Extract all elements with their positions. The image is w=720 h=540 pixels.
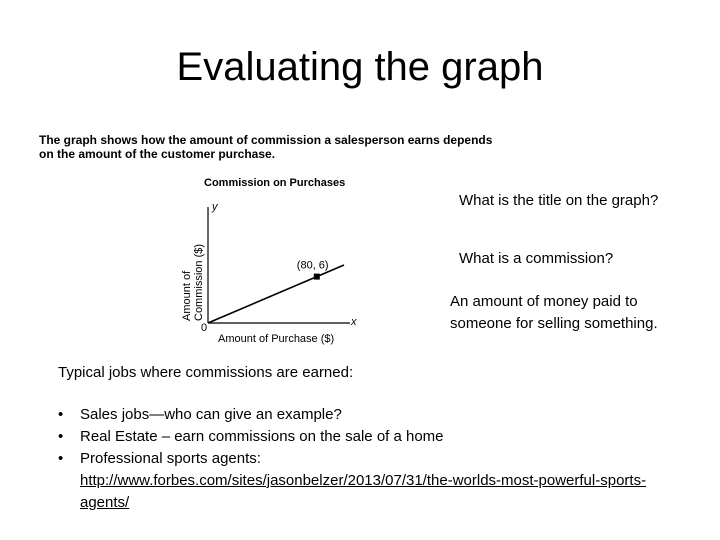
list-item-text: Real Estate – earn commissions on the sale of a home xyxy=(80,428,444,445)
y-axis-label-line-1: Amount of xyxy=(181,270,193,321)
list-item-text: Professional sports agents: xyxy=(80,450,261,467)
question-graph-title: What is the title on the graph? xyxy=(459,192,659,209)
chart-title: Commission on Purchases xyxy=(204,177,346,189)
list-item xyxy=(58,448,658,514)
bullet-glyph: • xyxy=(58,406,64,423)
list-item xyxy=(58,426,658,448)
question-commission: What is a commission? xyxy=(459,250,614,267)
commission-chart xyxy=(176,195,360,345)
series-line-0 xyxy=(208,265,344,323)
bullet-glyph: • xyxy=(58,450,64,467)
slide-title: Evaluating the graph xyxy=(176,45,544,89)
typical-jobs-list xyxy=(58,404,658,514)
x-axis-letter: x xyxy=(351,316,357,328)
list-item-text: Sales jobs—who can give an example? xyxy=(80,406,342,423)
answer-commission: An amount of money paid to someone for selling something. xyxy=(450,293,658,332)
intro-text: The graph shows how the amount of commission a salesperson earns depends on the amount of the customer purchase. xyxy=(39,133,493,161)
list-item xyxy=(58,404,658,426)
y-axis-label xyxy=(181,244,205,321)
typical-jobs-heading: Typical jobs where commissions are earned: xyxy=(58,364,354,381)
data-point-label: (80, 6) xyxy=(296,259,329,272)
y-axis-letter: y xyxy=(212,201,218,213)
bullet-glyph: • xyxy=(58,428,64,445)
origin-label: 0 xyxy=(201,322,208,334)
y-axis-label-line-2: Commission ($) xyxy=(193,243,205,321)
x-axis-label: Amount of Purchase ($) xyxy=(218,333,335,345)
data-point-80-6 xyxy=(314,274,320,280)
forbes-link[interactable]: http://www.forbes.com/sites/jasonbelzer/2013/07/31/the-worlds-most-powerful-sports-agents/ xyxy=(80,472,647,511)
